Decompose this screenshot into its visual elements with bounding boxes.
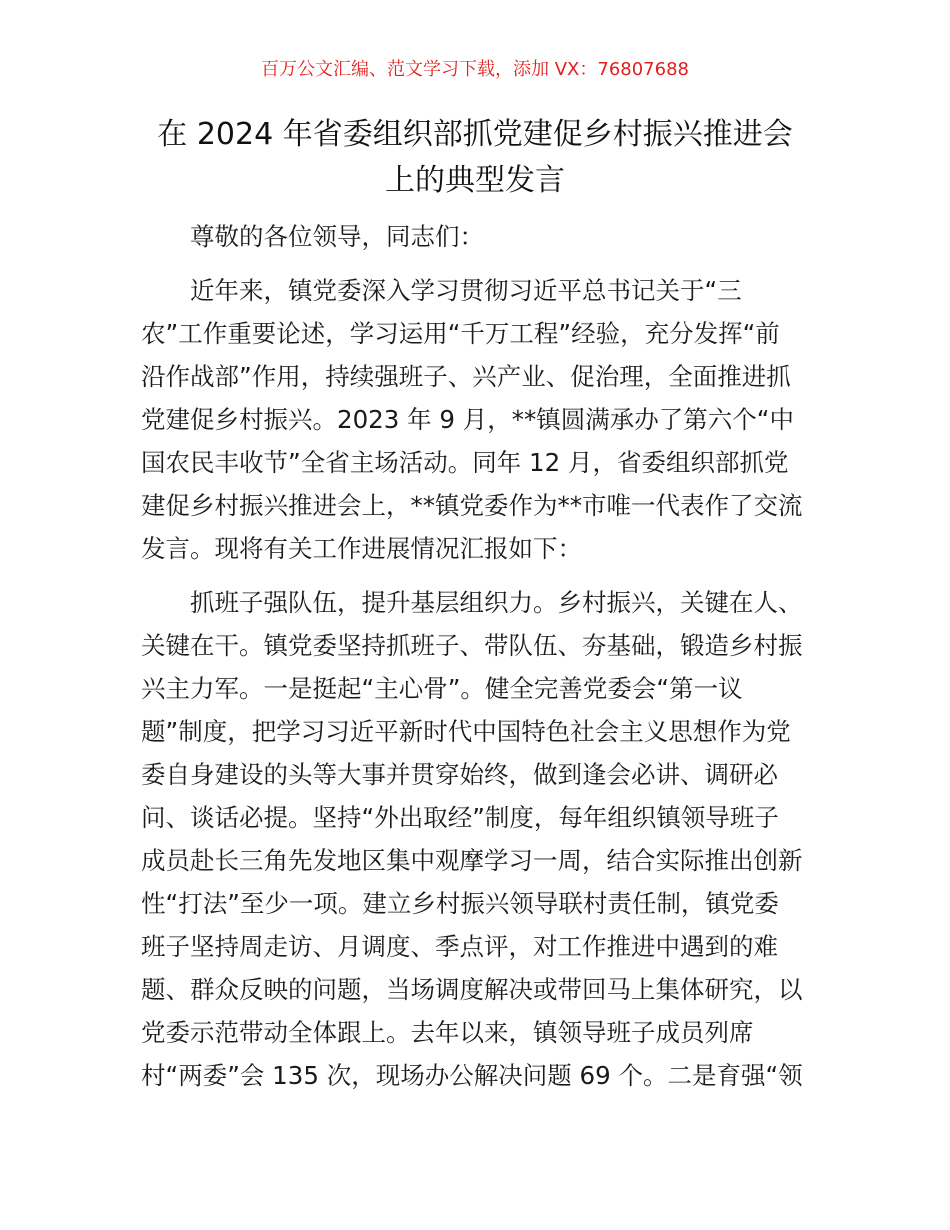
- title-line-2: 上的典型发言: [385, 163, 565, 198]
- paragraph-line: 近年来，镇党委深入学习贯彻习近平总书记关于“三: [190, 276, 742, 305]
- paragraph-line: 题”制度，把学习习近平新时代中国特色社会主义思想作为党: [141, 717, 791, 746]
- paragraph-line: 抓班子强队伍，提升基层组织力。乡村振兴，关键在人、: [190, 588, 803, 617]
- paragraph-line: 国农民丰收节”全省主场活动。同年 12 月，省委组织部抓党: [141, 448, 789, 477]
- paragraph-line: 农”工作重要论述，学习运用“千万工程”经验，充分发挥“前: [141, 319, 780, 348]
- paragraph-line: 班子坚持周走访、月调度、季点评，对工作推进中遇到的难: [141, 932, 778, 961]
- paragraph-line: 问、谈话必提。坚持“外出取经”制度，每年组织镇领导班子: [141, 803, 779, 832]
- document-title: [0, 112, 950, 204]
- promo-header: 百万公文汇编、范文学习下载，添加 VX：76807688: [261, 59, 689, 80]
- paragraph-line: 委自身建设的头等大事并贯穿始终，做到逢会必讲、调研必: [141, 760, 778, 789]
- salutation: 尊敬的各位领导，同志们：: [190, 222, 484, 251]
- title-line-1: 在 2024 年省委组织部抓党建促乡村振兴推进会: [157, 117, 793, 152]
- paragraph-line: 成员赴长三角先发地区集中观摩学习一周，结合实际推出创新: [141, 846, 803, 875]
- paragraph-line: 发言。现将有关工作进展情况汇报如下：: [141, 534, 582, 563]
- paragraph-line: 题、群众反映的问题，当场调度解决或带回马上集体研究，以: [141, 975, 803, 1004]
- paragraph-line: 关键在干。镇党委坚持抓班子、带队伍、夯基础，锻造乡村振: [141, 631, 803, 660]
- paragraph-line: 建促乡村振兴推进会上，**镇党委作为**市唯一代表作了交流: [141, 491, 803, 520]
- paragraph-line: 党委示范带动全体跟上。去年以来，镇领导班子成员列席: [141, 1018, 754, 1047]
- paragraph-line: 沿作战部”作用，持续强班子、兴产业、促治理，全面推进抓: [141, 362, 791, 391]
- paragraph-line: 性“打法”至少一项。建立乡村振兴领导联村责任制，镇党委: [141, 889, 779, 918]
- paragraph-line: 党建促乡村振兴。2023 年 9 月，**镇圆满承办了第六个“中: [141, 405, 794, 434]
- paragraph-line: 村“两委”会 135 次，现场办公解决问题 69 个。二是育强“领: [141, 1061, 803, 1090]
- paragraph-line: 兴主力军。一是挺起“主心骨”。健全完善党委会“第一议: [141, 674, 743, 703]
